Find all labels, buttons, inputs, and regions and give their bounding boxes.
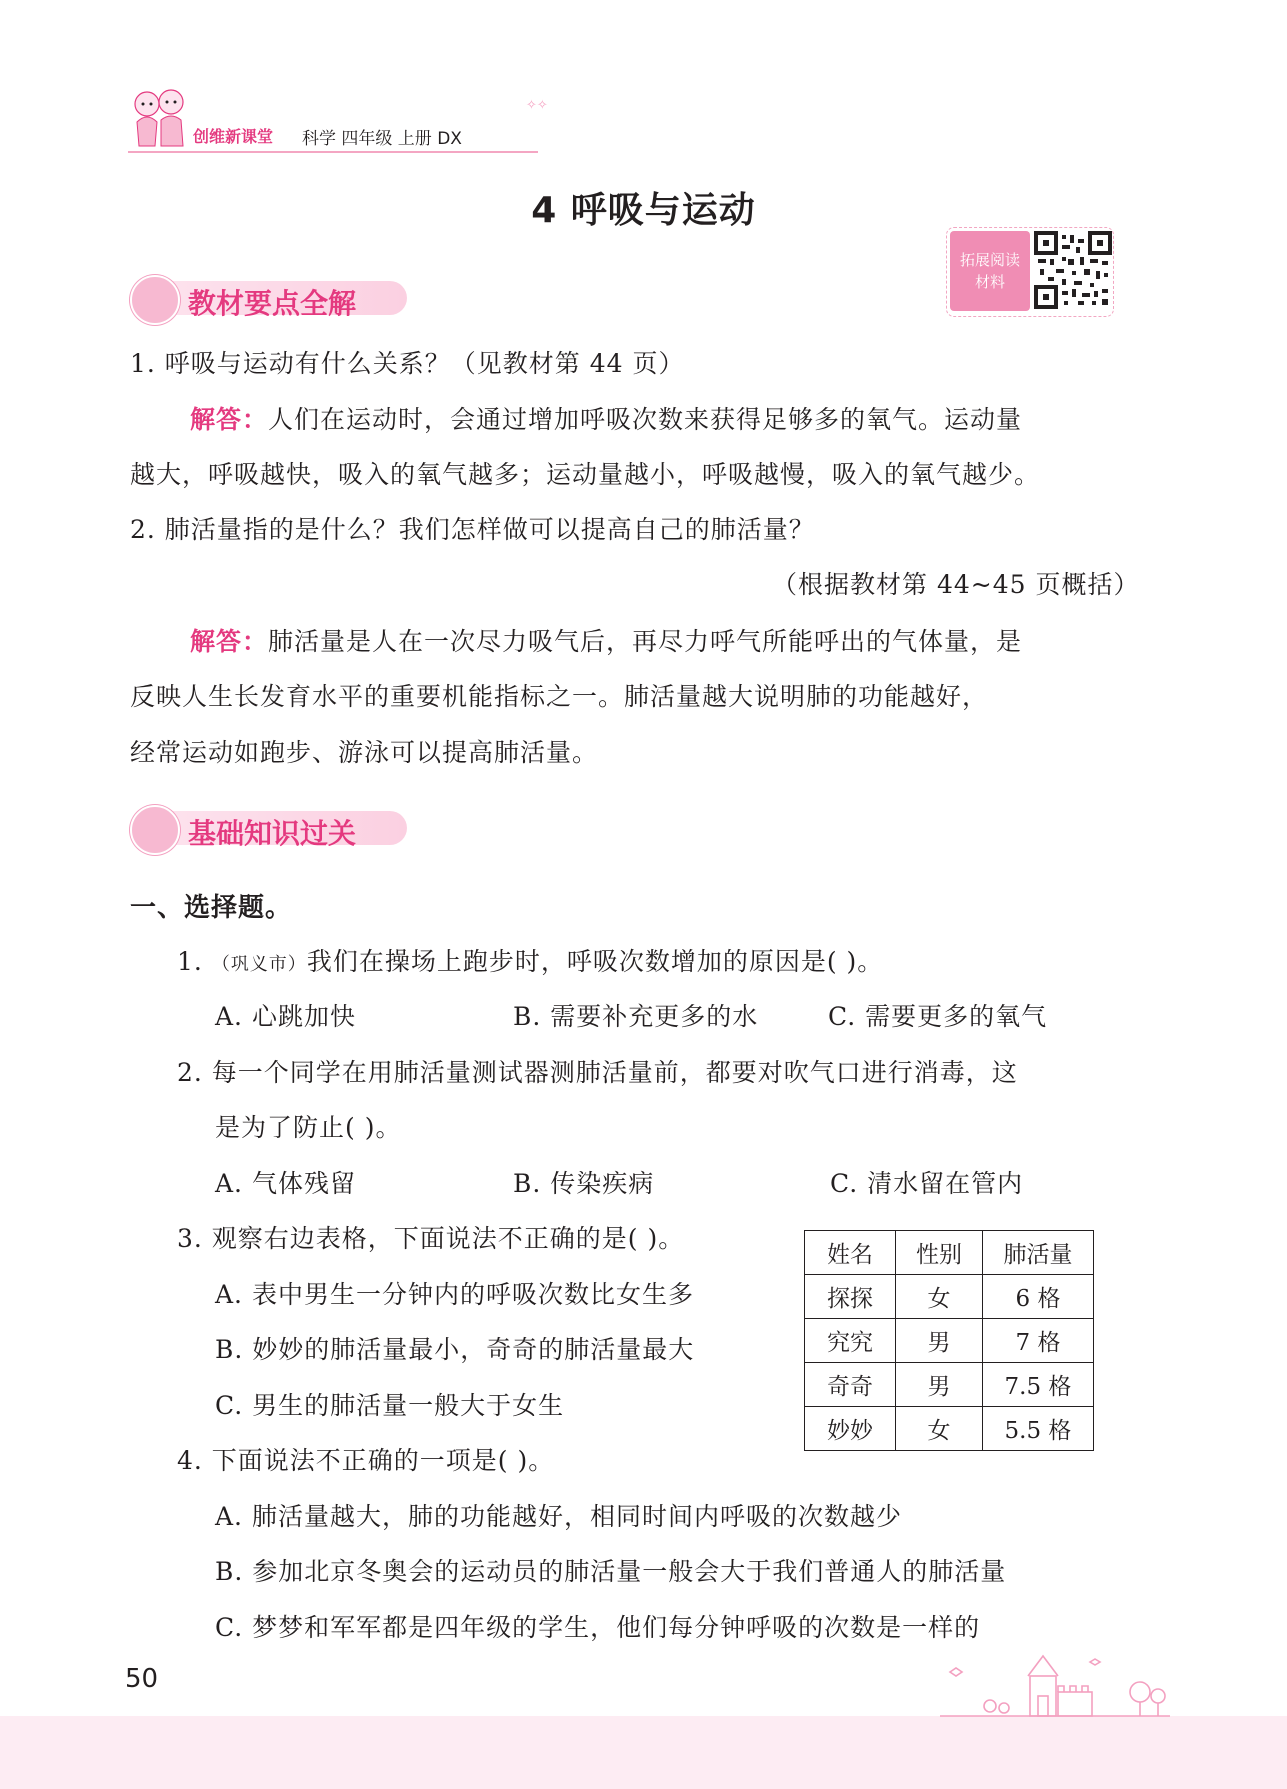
qr-label	[950, 231, 1030, 311]
mascot-badge-icon	[130, 805, 180, 855]
option-b[interactable]: B. 传染疾病	[513, 1169, 655, 1198]
question-source: （巩义市）	[211, 954, 307, 975]
qr-label-line2: 材料	[974, 273, 1005, 291]
section-title: 教材要点全解	[188, 287, 357, 320]
answer-2-line-2: 反映人生长发育水平的重要机能指标之一。肺活量越大说明肺的功能越好，	[130, 682, 989, 711]
answer-2-line-3: 经常运动如跑步、游泳可以提高肺活量。	[130, 738, 599, 767]
mascot-badge-icon	[130, 275, 180, 325]
kids-mascot-icon	[125, 82, 195, 152]
series-name: 创维新课堂	[193, 127, 274, 146]
option-c[interactable]: C. 男生的肺活量一般大于女生	[215, 1391, 565, 1420]
question-2: 2. 肺活量指的是什么？我们怎样做可以提高自己的肺活量？	[130, 515, 815, 544]
castle-illustration-icon	[940, 1652, 1170, 1718]
section-title: 基础知识过关	[188, 817, 357, 850]
answer-label: 解答：	[190, 627, 269, 656]
table-cell: 女	[896, 1275, 983, 1319]
table-header-row	[805, 1231, 1094, 1275]
question-2-source: （根据教材第 44~45 页概括）	[772, 570, 1140, 599]
table-cell: 男	[896, 1319, 983, 1363]
table-cell: 探探	[805, 1275, 896, 1319]
table-row	[805, 1407, 1094, 1451]
footer-band	[0, 1716, 1287, 1789]
table-cell: 7 格	[983, 1319, 1094, 1363]
table-cell: 究究	[805, 1319, 896, 1363]
option-a[interactable]: A. 心跳加快	[215, 1002, 356, 1031]
option-c[interactable]: C. 梦梦和军军都是四年级的学生，他们每分钟呼吸的次数是一样的	[215, 1613, 981, 1642]
option-a[interactable]: A. 表中男生一分钟内的呼吸次数比女生多	[215, 1280, 694, 1309]
option-c[interactable]: C. 需要更多的氧气	[828, 1002, 1048, 1031]
option-b[interactable]: B. 需要补充更多的水	[513, 1002, 759, 1031]
table-header: 肺活量	[983, 1231, 1094, 1275]
question-text: 我们在操场上跑步时，呼吸次数增加的原因是( )。	[306, 947, 884, 976]
table-row	[805, 1319, 1094, 1363]
table-cell: 女	[896, 1407, 983, 1451]
option-c[interactable]: C. 清水留在管内	[830, 1169, 1024, 1198]
table-cell: 6 格	[983, 1275, 1094, 1319]
section-banner-basic	[130, 805, 408, 851]
option-b[interactable]: B. 妙妙的肺活量最小，奇奇的肺活量最大	[215, 1335, 695, 1364]
option-a[interactable]: A. 肺活量越大，肺的功能越好，相同时间内呼吸的次数越少	[215, 1502, 902, 1531]
answer-label: 解答：	[190, 405, 269, 434]
answer-2-line-1	[190, 622, 1022, 658]
exercise-question-2-line-2: 是为了防止( )。	[215, 1113, 402, 1142]
table-cell: 5.5 格	[983, 1407, 1094, 1451]
table-header: 姓名	[805, 1231, 896, 1275]
qr-code-icon[interactable]	[1034, 231, 1112, 309]
table-row	[805, 1275, 1094, 1319]
qr-label-line1: 拓展阅读	[959, 251, 1020, 269]
lung-capacity-table	[804, 1230, 1094, 1451]
table-header: 性别	[896, 1231, 983, 1275]
table-cell: 7.5 格	[983, 1363, 1094, 1407]
exercise-question-3: 3. 观察右边表格，下面说法不正确的是( )。	[177, 1224, 685, 1253]
header-divider	[128, 151, 538, 153]
page-title: 4 呼吸与运动	[531, 190, 756, 231]
option-b[interactable]: B. 参加北京冬奥会的运动员的肺活量一般会大于我们普通人的肺活量	[215, 1557, 1007, 1586]
table-cell: 妙妙	[805, 1407, 896, 1451]
book-info: 科学 四年级 上册 DX	[302, 129, 462, 149]
section-banner-key-points	[130, 275, 408, 321]
question-1: 1. 呼吸与运动有什么关系？（见教材第 44 页）	[130, 349, 685, 378]
exercise-heading: 一、选择题。	[130, 893, 293, 923]
exercise-question-4: 4. 下面说法不正确的一项是( )。	[177, 1446, 555, 1475]
answer-1-line-1	[190, 400, 1022, 436]
table-cell: 奇奇	[805, 1363, 896, 1407]
star-icon: ✧✧	[526, 98, 548, 113]
question-number: 1.	[177, 947, 203, 976]
answer-1-line-2: 越大，呼吸越快，吸入的氧气越多；运动量越小，呼吸越慢，吸入的氧气越少。	[130, 460, 1041, 489]
table-cell: 男	[896, 1363, 983, 1407]
option-a[interactable]: A. 气体残留	[215, 1169, 356, 1198]
exercise-question-1	[177, 942, 883, 978]
answer-1-text: 人们在运动时，会通过增加呼吸次数来获得足够多的氧气。运动量	[268, 405, 1023, 434]
table-row	[805, 1363, 1094, 1407]
page-number: 50	[125, 1664, 159, 1694]
answer-2-text: 肺活量是人在一次尽力吸气后，再尽力呼气所能呼出的气体量，是	[268, 627, 1023, 656]
exercise-question-2-line-1: 2. 每一个同学在用肺活量测试器测肺活量前，都要对吹气口进行消毒，这	[177, 1058, 1018, 1087]
